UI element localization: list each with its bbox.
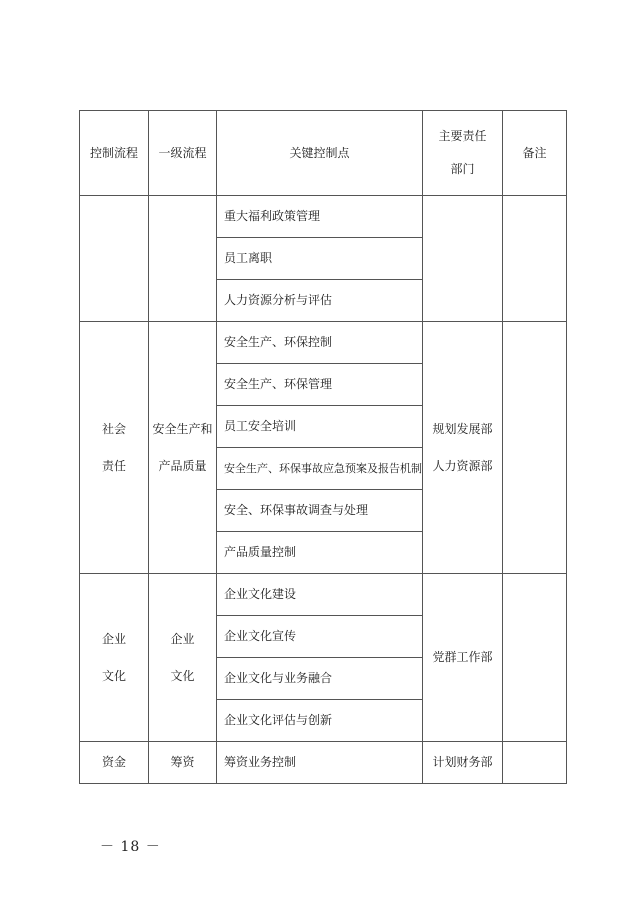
remarks-cell <box>503 574 567 742</box>
control-process-cell <box>80 574 149 742</box>
header-level1-process: 一级流程 <box>149 111 217 196</box>
control-point: 人力资源分析与评估 <box>217 280 423 322</box>
control-point: 筹资业务控制 <box>217 742 423 784</box>
control-point: 企业文化建设 <box>217 574 423 616</box>
remarks-cell <box>503 322 567 574</box>
department-cell <box>423 322 503 574</box>
control-process-line2: 责任 <box>101 458 126 473</box>
control-point: 重大福利政策管理 <box>217 196 423 238</box>
control-point: 企业文化评估与创新 <box>217 700 423 742</box>
control-table <box>79 110 567 784</box>
control-point: 员工离职 <box>217 238 423 280</box>
remarks-cell <box>503 742 567 784</box>
control-point: 员工安全培训 <box>217 406 423 448</box>
table-row <box>80 196 567 238</box>
control-process-cell <box>80 322 149 574</box>
control-point: 企业文化与业务融合 <box>217 658 423 700</box>
department-line1: 规划发展部 <box>432 421 493 436</box>
control-point: 安全生产、环保管理 <box>217 364 423 406</box>
control-process-cell: 资金 <box>80 742 149 784</box>
header-remarks: 备注 <box>503 111 567 196</box>
control-process-cell <box>80 196 149 322</box>
control-point: 安全生产、环保控制 <box>217 322 423 364</box>
header-department-line1: 主要责任 <box>438 129 487 144</box>
table-row <box>80 742 567 784</box>
table-row <box>80 322 567 364</box>
control-point: 企业文化宣传 <box>217 616 423 658</box>
level1-process-line2: 文化 <box>170 668 195 683</box>
level1-process-line2: 产品质量 <box>158 458 207 473</box>
control-point: 安全生产、环保事故应急预案及报告机制 <box>217 448 423 490</box>
level1-process-cell <box>149 574 217 742</box>
control-point: 安全、环保事故调查与处理 <box>217 490 423 532</box>
level1-process-cell <box>149 322 217 574</box>
header-department-line2: 部门 <box>450 162 475 176</box>
page-number: － 18 － <box>100 839 161 855</box>
control-point: 产品质量控制 <box>217 532 423 574</box>
table-row <box>80 574 567 616</box>
level1-process-line1: 安全生产和 <box>152 421 213 436</box>
header-key-control-points: 关键控制点 <box>217 111 423 196</box>
header-department <box>423 111 503 196</box>
header-control-process: 控制流程 <box>80 111 149 196</box>
department-cell: 计划财务部 <box>423 742 503 784</box>
remarks-cell <box>503 196 567 322</box>
department-cell: 党群工作部 <box>423 574 503 742</box>
level1-process-cell: 筹资 <box>149 742 217 784</box>
department-cell <box>423 196 503 322</box>
level1-process-line1: 企业 <box>170 631 195 646</box>
control-process-line1: 企业 <box>101 631 126 646</box>
department-line2: 人力资源部 <box>432 458 493 473</box>
control-process-line1: 社会 <box>101 421 126 436</box>
control-process-line2: 文化 <box>101 668 126 683</box>
header-row <box>80 111 567 196</box>
level1-process-cell <box>149 196 217 322</box>
